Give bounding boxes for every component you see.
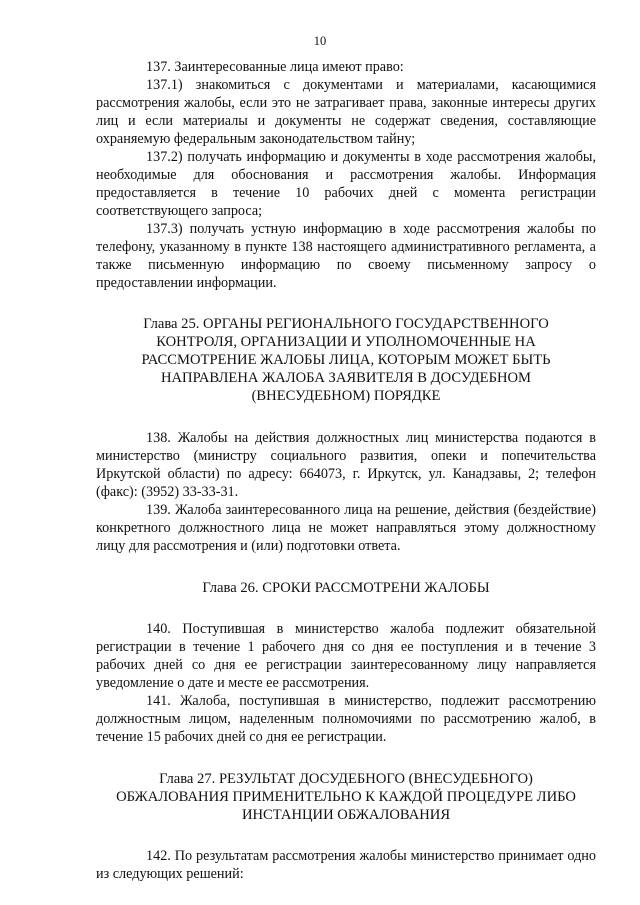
chapter-25-heading <box>96 315 596 405</box>
paragraph-137-2: 137.2) получать информацию и документы в ходе рассмотрения жалобы, необходимые для обоснования и рассмотрения жалобы. Информация предоставляется в течение 10 рабочих дней с момента регистрации соответствующего запроса; <box>96 149 596 219</box>
paragraph-140: 140. Поступившая в министерство жалоба подлежит обязательной регистрации в течение 1 рабочего дня со дня ее поступления и в течение 3 рабочих дней со дня ее регистрации заинтересованному лицу направляется уведомление о дате и месте ее рассмотрения. <box>96 621 596 691</box>
heading-line: Глава 25. ОРГАНЫ РЕГИОНАЛЬНОГО ГОСУДАРСТВЕННОГО <box>143 316 549 332</box>
heading-line: ОБЖАЛОВАНИЯ ПРИМЕНИТЕЛЬНО К КАЖДОЙ ПРОЦЕДУРЕ ЛИБО <box>116 789 576 805</box>
heading-line: ИНСТАНЦИИ ОБЖАЛОВАНИЯ <box>241 807 451 823</box>
paragraph-139: 139. Жалоба заинтересованного лица на решение, действия (бездействие) конкретного должностного лица не может направляться этому должностному лицу для рассмотрения и (или) подготовки ответа. <box>96 502 596 554</box>
paragraph-141: 141. Жалоба, поступившая в министерство, подлежит рассмотрению должностным лицом, наделенным полномочиями по рассмотрению жалоб, в течение 15 рабочих дней со дня ее регистрации. <box>96 693 596 745</box>
heading-line: Глава 26. СРОКИ РАССМОТРЕНИ ЖАЛОБЫ <box>202 580 490 596</box>
paragraph-138: 138. Жалобы на действия должностных лиц министерства подаются в министерство (министру социального развития, опеки и попечительства Иркутской области) по адресу: 664073, г. Иркутск, ул. Канадзавы, 2; телефон (факс): (3952) 33-33-31. <box>96 430 596 500</box>
paragraph-137: 137. Заинтересованные лица имеют право: <box>146 59 404 75</box>
document-body <box>96 58 596 883</box>
heading-line: Глава 27. РЕЗУЛЬТАТ ДОСУДЕБНОГО (ВНЕСУДЕБНОГО) <box>159 771 533 787</box>
heading-line: НАПРАВЛЕНА ЖАЛОБА ЗАЯВИТЕЛЯ В ДОСУДЕБНОМ <box>160 370 532 386</box>
paragraph-142: 142. По результатам рассмотрения жалобы министерство принимает одно из следующих решений: <box>96 848 596 882</box>
chapter-26-heading <box>96 579 596 597</box>
heading-line: РАССМОТРЕНИЕ ЖАЛОБЫ ЛИЦА, КОТОРЫМ МОЖЕТ БЫТЬ <box>141 352 551 368</box>
paragraph-137-3: 137.3) получать устную информацию в ходе рассмотрения жалобы по телефону, указанному в пункте 138 настоящего административного регламента, а также письменную информацию по своему письменному запросу о предоставлении информации. <box>96 221 596 291</box>
heading-line: (ВНЕСУДЕБНОМ) ПОРЯДКЕ <box>251 388 441 404</box>
heading-line: КОНТРОЛЯ, ОРГАНИЗАЦИИ И УПОЛНОМОЧЕННЫЕ НА <box>156 334 536 350</box>
paragraph-137-1: 137.1) знакомиться с документами и материалами, касающимися рассмотрения жалобы, если это не затрагивает права, законные интересы других лиц и если материалы и документы не содержат сведения, составляющие охраняемую федеральным законодательством тайну; <box>96 77 596 147</box>
chapter-27-heading <box>96 770 596 824</box>
page-number: 10 <box>313 34 327 48</box>
